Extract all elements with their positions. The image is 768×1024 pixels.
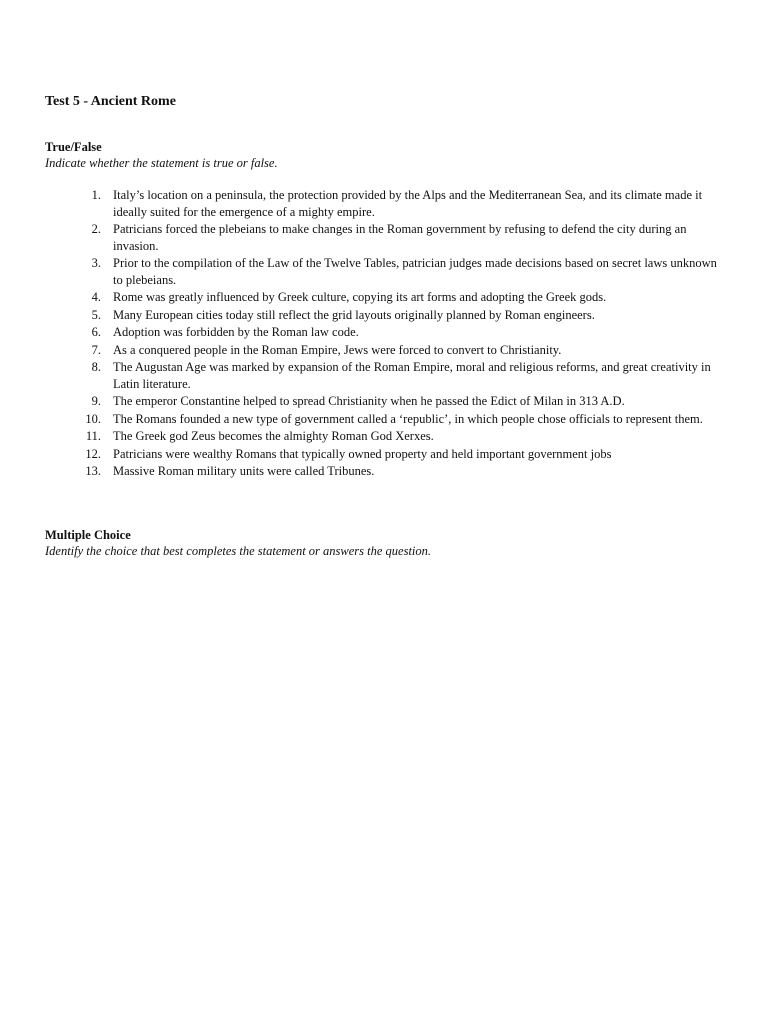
question-number: 9. bbox=[91, 394, 101, 408]
true-false-instruction: Indicate whether the statement is true or false. bbox=[45, 156, 278, 170]
true-false-section bbox=[45, 139, 735, 478]
question-item bbox=[45, 187, 735, 220]
question-number: 13. bbox=[85, 464, 101, 478]
question-number: 1. bbox=[91, 188, 101, 202]
question-item bbox=[45, 463, 735, 480]
question-text: The Romans founded a new type of government called a ‘republic’, in which people chose officials to represent them. bbox=[113, 411, 703, 426]
question-number: 12. bbox=[85, 446, 101, 461]
question-item bbox=[45, 324, 735, 341]
question-number: 5. bbox=[91, 307, 101, 322]
question-number: 4. bbox=[91, 290, 101, 304]
question-text: Prior to the compilation of the Law of the Twelve Tables, patrician judges made decisions based on secret laws unknown to plebeians. bbox=[113, 256, 717, 287]
question-item bbox=[45, 289, 735, 306]
test-title: Test 5 - Ancient Rome bbox=[45, 94, 176, 109]
question-number: 2. bbox=[91, 222, 101, 236]
question-item bbox=[45, 307, 735, 324]
question-text: Many European cities today still reflect the grid layouts originally planned by Roman engineers. bbox=[113, 307, 595, 322]
question-number: 6. bbox=[91, 325, 101, 339]
question-number: 8. bbox=[91, 360, 101, 374]
question-text: The Augustan Age was marked by expansion of the Roman Empire, moral and religious reforms, and great creativity in Latin literature. bbox=[113, 360, 711, 391]
multiple-choice-instruction: Identify the choice that best completes the statement or answers the question. bbox=[45, 544, 432, 558]
multiple-choice-section bbox=[45, 527, 735, 559]
question-number: 3. bbox=[91, 256, 101, 270]
question-text: Massive Roman military units were called Tribunes. bbox=[113, 464, 375, 478]
question-item bbox=[45, 411, 735, 428]
question-number: 10. bbox=[85, 411, 101, 426]
question-item bbox=[45, 428, 735, 445]
multiple-choice-heading: Multiple Choice bbox=[45, 528, 131, 542]
question-text: Patricians were wealthy Romans that typically owned property and held important government jobs bbox=[113, 446, 612, 461]
question-item bbox=[45, 393, 735, 410]
question-number: 11. bbox=[85, 429, 101, 443]
question-text: The emperor Constantine helped to spread Christianity when he passed the Edict of Milan in 313 A.D. bbox=[113, 394, 625, 408]
question-text: As a conquered people in the Roman Empire, Jews were forced to convert to Christianity. bbox=[113, 342, 562, 357]
question-item bbox=[45, 359, 735, 392]
true-false-heading: True/False bbox=[45, 140, 102, 154]
question-item bbox=[45, 255, 735, 288]
question-text: Italy’s location on a peninsula, the protection provided by the Alps and the Mediterranean Sea, and its climate made it ideally suited for the emergence of a mighty empire. bbox=[113, 188, 703, 219]
question-item bbox=[45, 446, 735, 463]
question-item bbox=[45, 342, 735, 359]
question-text: Patricians forced the plebeians to make changes in the Roman government by refusing to defend the city during an invasion. bbox=[113, 222, 687, 253]
question-text: The Greek god Zeus becomes the almighty Roman God Xerxes. bbox=[113, 429, 434, 443]
question-number: 7. bbox=[91, 342, 101, 357]
question-text: Rome was greatly influenced by Greek culture, copying its art forms and adopting the Greek gods. bbox=[113, 290, 607, 304]
question-text: Adoption was forbidden by the Roman law code. bbox=[113, 325, 359, 339]
question-item bbox=[45, 221, 735, 254]
true-false-question-list bbox=[45, 187, 735, 481]
